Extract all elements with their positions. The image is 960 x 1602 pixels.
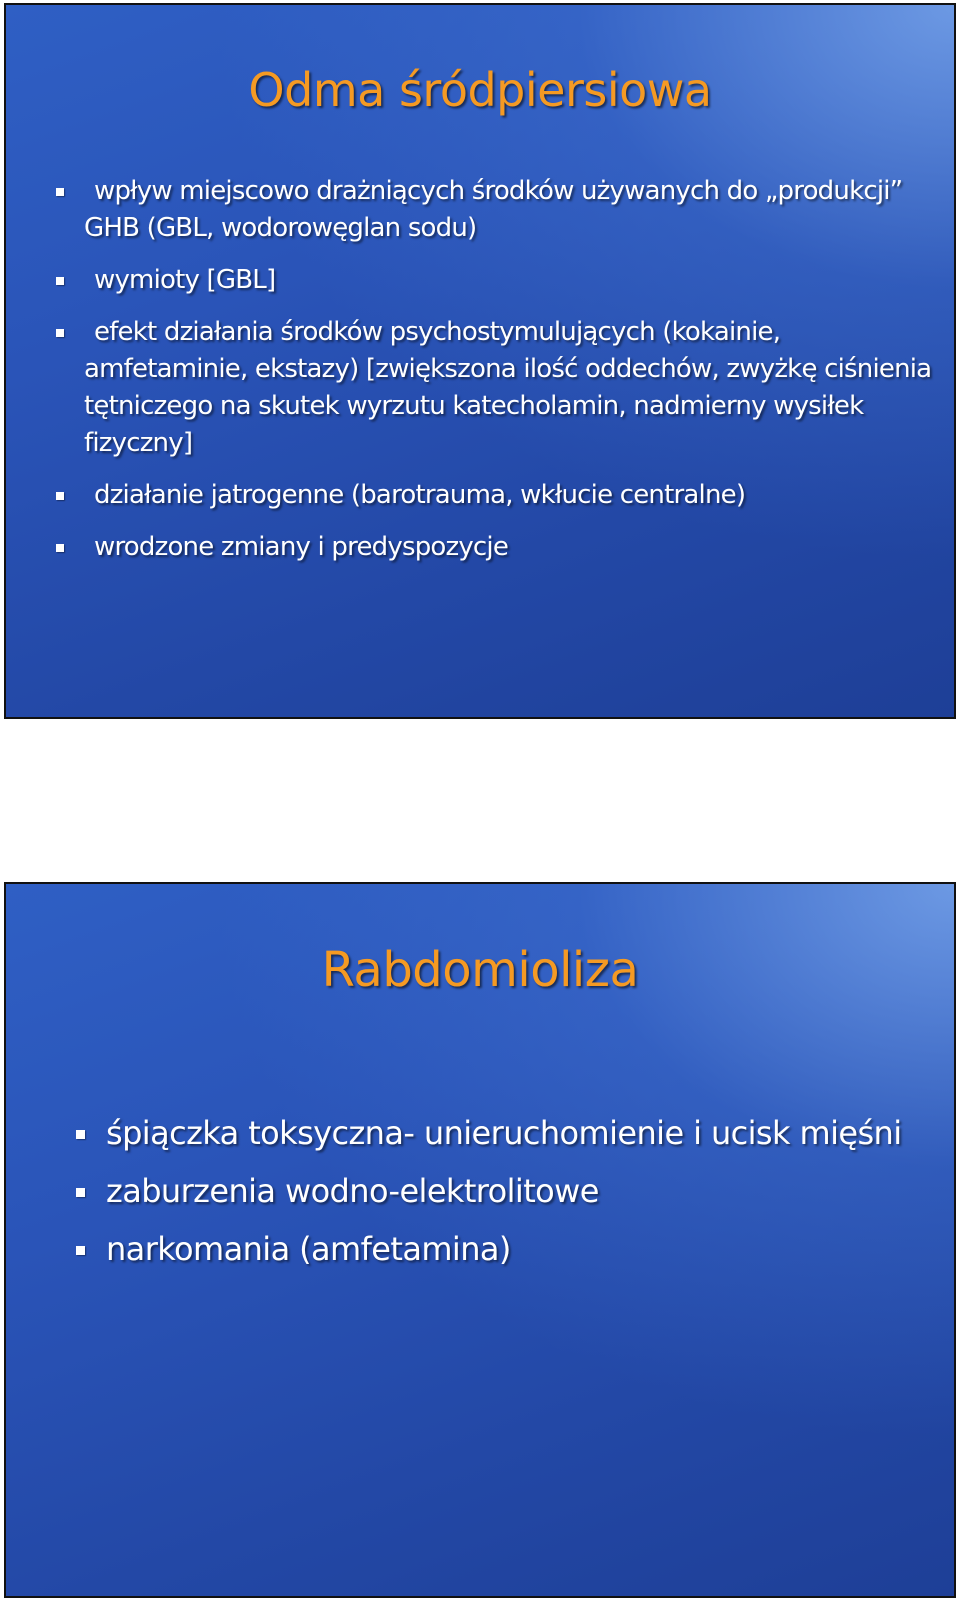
bullet-text: wpływ miejscowo drażniących środków używanych do „produkcji” GHB (GBL, wodorowęglan sodu): [84, 176, 903, 243]
square-bullet-icon: [56, 277, 64, 285]
square-bullet-icon: [56, 188, 64, 196]
list-item: [84, 173, 944, 247]
list-item: [84, 262, 944, 299]
list-item: [106, 1228, 936, 1270]
slide-title: Rabdomioliza: [321, 942, 639, 998]
square-bullet-icon: [56, 329, 64, 337]
square-bullet-icon: [76, 1246, 85, 1255]
slide-rabdomioliza: [4, 882, 956, 1598]
bullet-list: [84, 173, 944, 581]
bullet-text: zaburzenia wodno-elektrolitowe: [106, 1172, 599, 1210]
bullet-text: narkomania (amfetamina): [106, 1230, 511, 1268]
list-item: [84, 477, 944, 514]
bullet-list: [106, 1112, 936, 1286]
list-item: [84, 314, 944, 462]
bullet-text: działanie jatrogenne (barotrauma, wkłucie centralne): [94, 480, 746, 510]
bullet-text: efekt działania środków psychostymulujących (kokainie, amfetaminie, ekstazy) [zwiększona ilość oddechów, zwyżkę ciśnienia tętniczego na skutek wyrzutu katecholamin, nadmierny wysiłek fizyczny]: [84, 317, 932, 458]
list-item: [84, 529, 944, 566]
bullet-text: śpiączka toksyczna- unieruchomienie i ucisk mięśni: [106, 1114, 902, 1152]
bullet-text: wymioty [GBL]: [94, 265, 276, 295]
slide-odma: [4, 3, 956, 719]
square-bullet-icon: [76, 1188, 85, 1197]
bullet-text: wrodzone zmiany i predyspozycje: [94, 532, 509, 562]
square-bullet-icon: [76, 1130, 85, 1139]
square-bullet-icon: [56, 492, 64, 500]
square-bullet-icon: [56, 544, 64, 552]
list-item: [106, 1170, 936, 1212]
slide-title: Odma śródpiersiowa: [248, 63, 712, 117]
list-item: [106, 1112, 936, 1154]
